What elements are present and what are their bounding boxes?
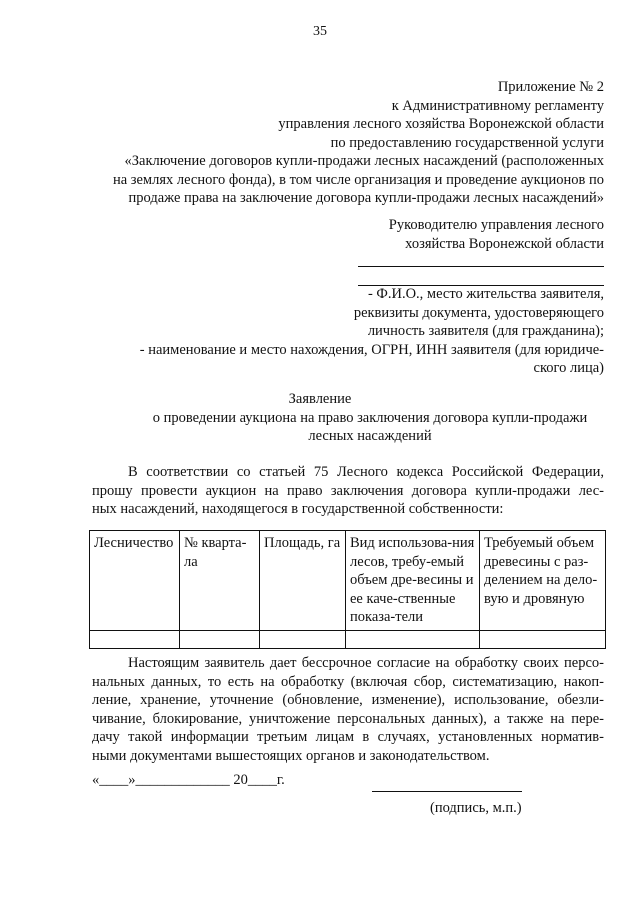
forest-table [89, 530, 606, 649]
column-header-area: Площадь, га [260, 531, 346, 631]
appendix-line: «Заключение договоров купли-продажи лесных насаждений (расположенных [124, 153, 604, 169]
appendix-line: по предоставлению государственной услуги [330, 134, 604, 151]
intro-line: ных насаждений, находящегося в государственной собственности: [92, 501, 504, 517]
appendix-header [84, 78, 604, 208]
consent-line: дачу такой информации третьим лицам в случаях, установленных норматив- [92, 729, 604, 745]
appendix-line: продаже права на заключение договора купли-продажи лесных насаждений» [128, 190, 604, 206]
addressee-line: Руководителю управления лесного [388, 217, 604, 233]
instruction-line: реквизиты документа, удостоверяющего [353, 304, 604, 321]
column-header-timber-volume: Требуемый объем древесины с раз-делением на дело-вую и дровяную [480, 531, 606, 631]
date-line: «____»_____________ 20____г. [92, 772, 285, 788]
consent-paragraph [92, 654, 604, 765]
table-row [90, 630, 606, 648]
consent-line: нальных данных, то есть на обработку (включая сбор, систематизацию, накоп- [92, 673, 604, 690]
applicant-instructions [64, 285, 604, 378]
column-header-quarter: № кварта-ла [180, 531, 260, 631]
table-cell[interactable] [260, 630, 346, 648]
title-line: о проведении аукциона на право заключения договора купли-продажи [152, 409, 588, 426]
consent-line: ление, хранение, уточнение (обновление, изменение), использование, обезли- [92, 692, 604, 708]
signature-line [372, 791, 522, 792]
table-cell[interactable] [480, 630, 606, 648]
title-line: Заявление [288, 391, 352, 407]
page-number: 35 [313, 24, 327, 39]
title-line: лесных насаждений [308, 428, 432, 444]
consent-line: Настоящим заявитель дает бессрочное согласие на обработку своих персо- [128, 655, 604, 671]
document-title [0, 390, 640, 446]
table-cell[interactable] [180, 630, 260, 648]
appendix-line: управления лесного хозяйства Воронежской области [278, 116, 604, 132]
intro-line: В соответствии со статьей 75 Лесного кодекса Российской Федерации, [128, 464, 604, 480]
instruction-line: - наименование и место нахождения, ОГРН, ИНН заявителя (для юридиче- [139, 341, 604, 358]
column-header-forest-use: Вид использова-ния лесов, требу-емый объем дре-весины и ее каче-ственные показа-тели [346, 531, 480, 631]
table-cell[interactable] [346, 630, 480, 648]
consent-line: чивание, блокирование, уничтожение персональных данных), а также на пере- [92, 710, 604, 727]
table-cell[interactable] [90, 630, 180, 648]
addressee-block [304, 216, 604, 253]
intro-paragraph [92, 463, 604, 519]
appendix-line: к Административному регламенту [391, 97, 604, 114]
instruction-line: - Ф.И.О., место жительства заявителя, [367, 286, 604, 302]
column-header-forestry: Лесничество [90, 531, 180, 631]
applicant-blank-line [358, 266, 604, 267]
instruction-line: личность заявителя (для гражданина); [367, 323, 604, 339]
appendix-line: на землях лесного фонда), в том числе организация и проведение аукционов по [112, 171, 604, 188]
consent-line: ными документами вышестоящих органов и законодательством. [92, 747, 490, 764]
signature-caption: (подпись, м.п.) [430, 800, 522, 816]
instruction-line: ского лица) [533, 360, 604, 376]
intro-line: прошу провести аукцион на право заключения договора купли-продажи лес- [92, 482, 604, 499]
appendix-line: Приложение № 2 [497, 79, 604, 95]
table-header-row [90, 531, 606, 631]
addressee-line: хозяйства Воронежской области [405, 235, 604, 252]
